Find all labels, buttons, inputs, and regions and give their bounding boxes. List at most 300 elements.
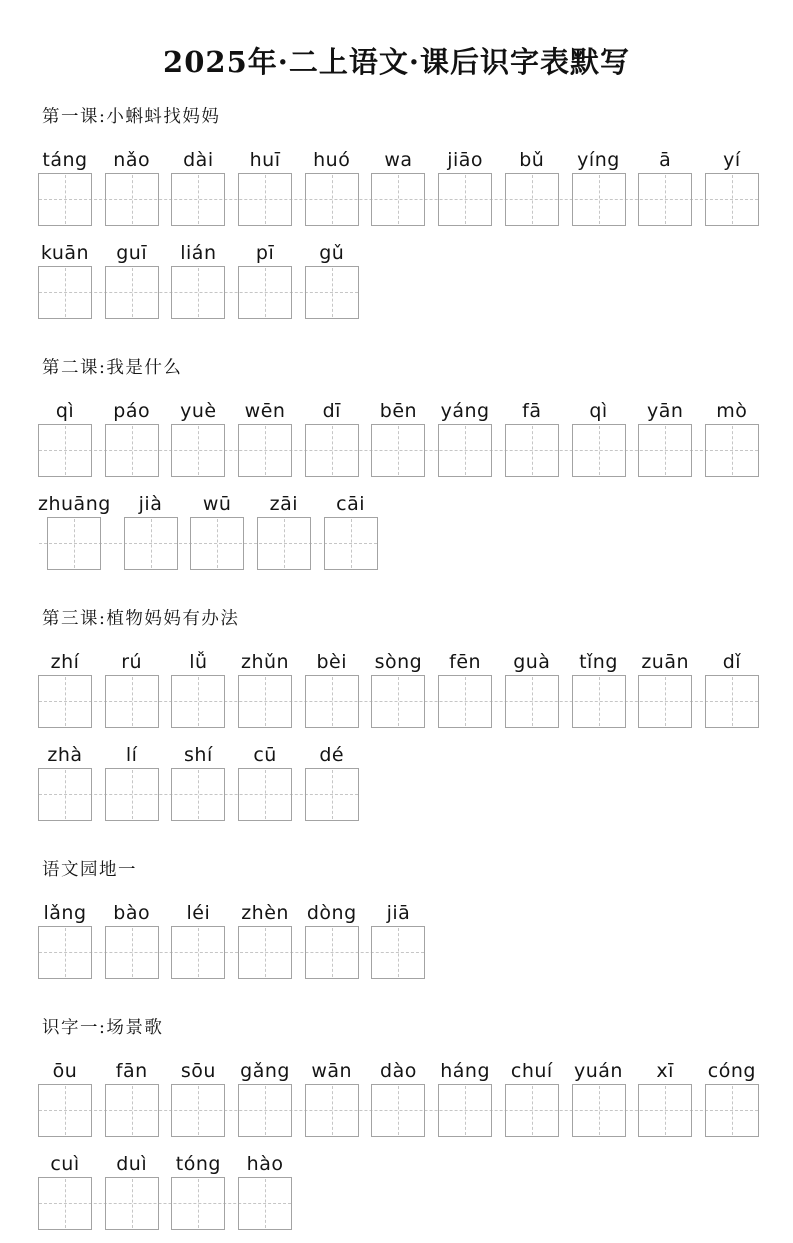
box-vertical-dashed-line [665,426,666,475]
pinyin-label: cuì [50,1153,80,1175]
pinyin-label: zhuāng [38,493,111,515]
pinyin-cell [638,1057,692,1137]
pinyin-grid-row [38,1057,759,1137]
box-vertical-dashed-line [65,175,66,224]
pinyin-cell [257,490,311,570]
character-writing-box [438,675,492,728]
pinyin-grid-row-wrap [0,239,793,332]
character-writing-box [638,675,692,728]
pinyin-cell [438,397,492,477]
pinyin-label: nǎo [113,149,151,171]
pinyin-label: mò [716,400,748,422]
pinyin-label: yuán [574,1060,623,1082]
box-vertical-dashed-line [265,268,266,317]
character-writing-box [638,424,692,477]
pinyin-label: wa [384,149,413,171]
character-writing-box [305,675,359,728]
character-writing-box [371,675,425,728]
pinyin-cell [171,239,225,319]
box-vertical-dashed-line [351,519,352,568]
pinyin-cell [638,648,692,728]
page-title: 2025年·二上语文·课后识字表默写 [163,45,630,79]
character-writing-box [124,517,178,570]
box-vertical-dashed-line [65,1179,66,1228]
box-vertical-dashed-line [398,677,399,726]
pinyin-grid-row-wrap [0,490,793,583]
pinyin-label: qì [589,400,608,422]
character-writing-box [572,173,626,226]
character-writing-box [171,173,225,226]
pinyin-cell [105,1057,159,1137]
pinyin-cell [105,1150,159,1230]
pinyin-label: fā [522,400,542,422]
character-writing-box [705,1084,759,1137]
pinyin-cell [105,741,159,821]
pinyin-cell [171,899,225,979]
box-vertical-dashed-line [265,1179,266,1228]
pinyin-cell [171,1150,225,1230]
box-vertical-dashed-line [398,426,399,475]
worksheet-page [0,40,793,1243]
pinyin-cell [171,648,225,728]
character-writing-box [638,1084,692,1137]
box-vertical-dashed-line [465,426,466,475]
pinyin-label: dǐ [722,651,742,673]
pinyin-label: jiā [386,902,411,924]
pinyin-cell [572,1057,626,1137]
pinyin-cell [371,397,425,477]
pinyin-label: zuān [641,651,690,673]
pinyin-label: cāi [336,493,365,515]
pinyin-label: zāi [269,493,299,515]
character-writing-box [105,926,159,979]
pinyin-cell [438,1057,492,1137]
character-writing-box [105,266,159,319]
box-vertical-dashed-line [65,770,66,819]
pinyin-cell [105,239,159,319]
box-vertical-dashed-line [665,1086,666,1135]
lesson-heading: 识字一:场景歌 [42,1018,164,1038]
pinyin-label: dé [319,744,345,766]
pinyin-label: gǔ [319,242,345,264]
character-writing-box [305,424,359,477]
pinyin-cell [505,397,559,477]
character-writing-box [47,517,101,570]
box-vertical-dashed-line [65,268,66,317]
pinyin-label: léi [186,902,211,924]
character-writing-box [505,424,559,477]
pinyin-label: ā [659,149,672,171]
box-vertical-dashed-line [65,1086,66,1135]
pinyin-grid-row-wrap [0,397,793,490]
box-vertical-dashed-line [532,175,533,224]
character-writing-box [257,517,311,570]
pinyin-cell [705,648,759,728]
lesson-heading: 第三课:植物妈妈有办法 [42,609,240,629]
pinyin-label: rú [121,651,143,673]
pinyin-cell [305,1057,359,1137]
character-writing-box [171,1084,225,1137]
box-vertical-dashed-line [132,426,133,475]
character-writing-box [238,1084,292,1137]
character-writing-box [705,424,759,477]
pinyin-cell [324,490,378,570]
pinyin-label: yí [723,149,741,171]
box-vertical-dashed-line [132,1179,133,1228]
lesson-heading: 语文园地一 [42,860,137,880]
pinyin-label: huó [313,149,351,171]
character-writing-box [38,1084,92,1137]
pinyin-label: yān [646,400,684,422]
lesson-section [0,103,793,332]
lessons-container [0,103,793,1243]
pinyin-grid-row [38,146,759,226]
box-vertical-dashed-line [732,677,733,726]
character-writing-box [305,768,359,821]
character-writing-box [705,675,759,728]
pinyin-label: dài [183,149,214,171]
pinyin-label: dòng [306,902,357,924]
character-writing-box [238,675,292,728]
character-writing-box [38,424,92,477]
character-writing-box [438,424,492,477]
box-vertical-dashed-line [665,677,666,726]
pinyin-cell [38,239,92,319]
box-vertical-dashed-line [332,175,333,224]
character-writing-box [38,926,92,979]
character-writing-box [324,517,378,570]
box-vertical-dashed-line [198,770,199,819]
pinyin-label: zhǔn [241,651,290,673]
character-writing-box [238,926,292,979]
box-vertical-dashed-line [265,928,266,977]
pinyin-label: zhà [47,744,83,766]
pinyin-cell [238,899,292,979]
box-vertical-dashed-line [465,175,466,224]
box-vertical-dashed-line [665,175,666,224]
pinyin-cell [238,648,292,728]
pinyin-label: jià [138,493,163,515]
pinyin-label: bǔ [519,149,545,171]
pinyin-label: fān [115,1060,148,1082]
character-writing-box [305,173,359,226]
pinyin-label: zhèn [241,902,289,924]
pinyin-cell [38,1057,92,1137]
pinyin-label: bào [113,902,151,924]
character-writing-box [305,926,359,979]
pinyin-label: lí [125,744,138,766]
pinyin-cell [38,648,92,728]
pinyin-label: kuān [40,242,90,264]
pinyin-cell [305,397,359,477]
box-vertical-dashed-line [398,175,399,224]
character-writing-box [105,768,159,821]
pinyin-cell [238,397,292,477]
pinyin-label: xī [656,1060,674,1082]
lesson-section [0,354,793,583]
pinyin-label: gǎng [240,1060,290,1082]
pinyin-cell [505,146,559,226]
box-vertical-dashed-line [65,677,66,726]
pinyin-grid-row-wrap [0,1150,793,1243]
pinyin-cell [38,397,92,477]
pinyin-cell [305,648,359,728]
box-vertical-dashed-line [132,1086,133,1135]
box-vertical-dashed-line [132,175,133,224]
pinyin-label: chuí [510,1060,553,1082]
pinyin-label: dī [322,400,341,422]
box-vertical-dashed-line [332,426,333,475]
character-writing-box [371,173,425,226]
box-vertical-dashed-line [217,519,218,568]
character-writing-box [371,424,425,477]
pinyin-cell [638,397,692,477]
pinyin-cell [171,146,225,226]
box-vertical-dashed-line [599,677,600,726]
pinyin-label: lǎng [43,902,87,924]
pinyin-label: dào [380,1060,417,1082]
pinyin-cell [572,146,626,226]
box-vertical-dashed-line [132,268,133,317]
pinyin-label: huī [249,149,281,171]
pinyin-grid-row [38,490,378,570]
pinyin-label: jiāo [447,149,484,171]
character-writing-box [38,675,92,728]
character-writing-box [105,424,159,477]
lesson-section [0,856,793,992]
box-vertical-dashed-line [732,1086,733,1135]
character-writing-box [505,1084,559,1137]
pinyin-cell [705,146,759,226]
pinyin-cell [171,741,225,821]
character-writing-box [171,266,225,319]
box-vertical-dashed-line [198,1179,199,1228]
box-vertical-dashed-line [265,175,266,224]
character-writing-box [238,173,292,226]
pinyin-cell [38,146,92,226]
character-writing-box [238,1177,292,1230]
character-writing-box [371,1084,425,1137]
box-vertical-dashed-line [732,175,733,224]
pinyin-cell [371,1057,425,1137]
pinyin-label: wū [202,493,232,515]
pinyin-cell [38,490,111,570]
pinyin-label: sòng [374,651,423,673]
pinyin-label: tǐng [579,651,618,673]
box-vertical-dashed-line [732,426,733,475]
box-vertical-dashed-line [198,677,199,726]
box-vertical-dashed-line [198,426,199,475]
character-writing-box [105,173,159,226]
character-writing-box [171,1177,225,1230]
box-vertical-dashed-line [599,1086,600,1135]
pinyin-label: duì [116,1153,148,1175]
character-writing-box [305,1084,359,1137]
pinyin-cell [105,648,159,728]
pinyin-cell [505,648,559,728]
pinyin-cell [238,741,292,821]
pinyin-label: lián [180,242,217,264]
character-writing-box [438,173,492,226]
character-writing-box [305,266,359,319]
pinyin-label: shí [184,744,213,766]
pinyin-grid-row-wrap [0,146,793,239]
pinyin-cell [38,899,92,979]
character-writing-box [105,1084,159,1137]
box-vertical-dashed-line [132,770,133,819]
pinyin-cell [305,239,359,319]
character-writing-box [572,1084,626,1137]
pinyin-cell [572,397,626,477]
pinyin-label: lǚ [189,651,208,673]
lesson-heading: 第一课:小蝌蚪找妈妈 [42,107,221,127]
character-writing-box [572,424,626,477]
box-vertical-dashed-line [198,268,199,317]
pinyin-cell [705,1057,759,1137]
pinyin-grid-row-wrap [0,741,793,834]
pinyin-label: yuè [180,400,217,422]
pinyin-label: yáng [440,400,490,422]
character-writing-box [638,173,692,226]
pinyin-grid-row [38,899,425,979]
pinyin-cell [371,648,425,728]
pinyin-cell [305,146,359,226]
character-writing-box [171,675,225,728]
pinyin-cell [638,146,692,226]
pinyin-label: cóng [707,1060,756,1082]
pinyin-label: háng [440,1060,491,1082]
box-vertical-dashed-line [132,928,133,977]
character-writing-box [105,675,159,728]
character-writing-box [705,173,759,226]
box-vertical-dashed-line [198,175,199,224]
pinyin-label: tóng [175,1153,221,1175]
pinyin-cell [438,146,492,226]
box-vertical-dashed-line [198,1086,199,1135]
pinyin-cell [238,1150,292,1230]
pinyin-label: guà [513,651,551,673]
pinyin-label: wēn [244,400,286,422]
character-writing-box [572,675,626,728]
pinyin-cell [238,146,292,226]
pinyin-label: qì [55,400,75,422]
pinyin-cell [371,899,425,979]
pinyin-cell [305,741,359,821]
pinyin-cell [305,899,359,979]
character-writing-box [371,926,425,979]
pinyin-cell [171,1057,225,1137]
pinyin-grid-row [38,1150,292,1230]
pinyin-cell [105,146,159,226]
box-vertical-dashed-line [332,268,333,317]
character-writing-box [190,517,244,570]
pinyin-cell [171,397,225,477]
pinyin-label: páo [113,400,151,422]
pinyin-cell [505,1057,559,1137]
box-vertical-dashed-line [332,1086,333,1135]
pinyin-cell [38,741,92,821]
character-writing-box [238,424,292,477]
pinyin-label: guī [116,242,148,264]
character-writing-box [505,173,559,226]
pinyin-grid-row-wrap [0,1057,793,1150]
character-writing-box [505,675,559,728]
pinyin-cell [124,490,178,570]
box-vertical-dashed-line [398,928,399,977]
box-vertical-dashed-line [599,426,600,475]
box-vertical-dashed-line [151,519,152,568]
box-vertical-dashed-line [532,677,533,726]
pinyin-grid-row-wrap [0,648,793,741]
character-writing-box [38,768,92,821]
box-vertical-dashed-line [265,677,266,726]
character-writing-box [238,768,292,821]
box-vertical-dashed-line [532,1086,533,1135]
character-writing-box [171,926,225,979]
pinyin-cell [238,239,292,319]
box-vertical-dashed-line [65,426,66,475]
box-vertical-dashed-line [65,928,66,977]
pinyin-cell [105,397,159,477]
box-vertical-dashed-line [284,519,285,568]
box-vertical-dashed-line [332,770,333,819]
pinyin-label: zhí [50,651,80,673]
box-vertical-dashed-line [465,677,466,726]
box-vertical-dashed-line [332,677,333,726]
box-vertical-dashed-line [265,770,266,819]
pinyin-label: ōu [52,1060,78,1082]
lesson-heading: 第二课:我是什么 [42,358,183,378]
box-vertical-dashed-line [265,1086,266,1135]
pinyin-cell [438,648,492,728]
pinyin-grid-row [38,239,359,319]
pinyin-label: fēn [449,651,482,673]
character-writing-box [38,266,92,319]
box-vertical-dashed-line [265,426,266,475]
pinyin-label: sōu [180,1060,216,1082]
pinyin-label: yíng [577,149,620,171]
character-writing-box [38,1177,92,1230]
box-vertical-dashed-line [599,175,600,224]
box-vertical-dashed-line [532,426,533,475]
pinyin-label: wān [311,1060,353,1082]
pinyin-cell [572,648,626,728]
character-writing-box [171,424,225,477]
pinyin-grid-row [38,648,759,728]
pinyin-label: hào [246,1153,284,1175]
pinyin-label: pī [255,242,275,264]
box-vertical-dashed-line [398,1086,399,1135]
pinyin-cell [190,490,244,570]
character-writing-box [38,173,92,226]
pinyin-grid-row-wrap [0,899,793,992]
character-writing-box [238,266,292,319]
pinyin-cell [705,397,759,477]
pinyin-grid-row [38,397,759,477]
box-vertical-dashed-line [132,677,133,726]
lesson-section [0,1014,793,1243]
pinyin-label: táng [42,149,88,171]
pinyin-label: bēn [379,400,418,422]
character-writing-box [105,1177,159,1230]
pinyin-label: bèi [316,651,348,673]
pinyin-cell [371,146,425,226]
box-vertical-dashed-line [332,928,333,977]
pinyin-label: cū [253,744,277,766]
character-writing-box [438,1084,492,1137]
character-writing-box [171,768,225,821]
lesson-section [0,605,793,834]
